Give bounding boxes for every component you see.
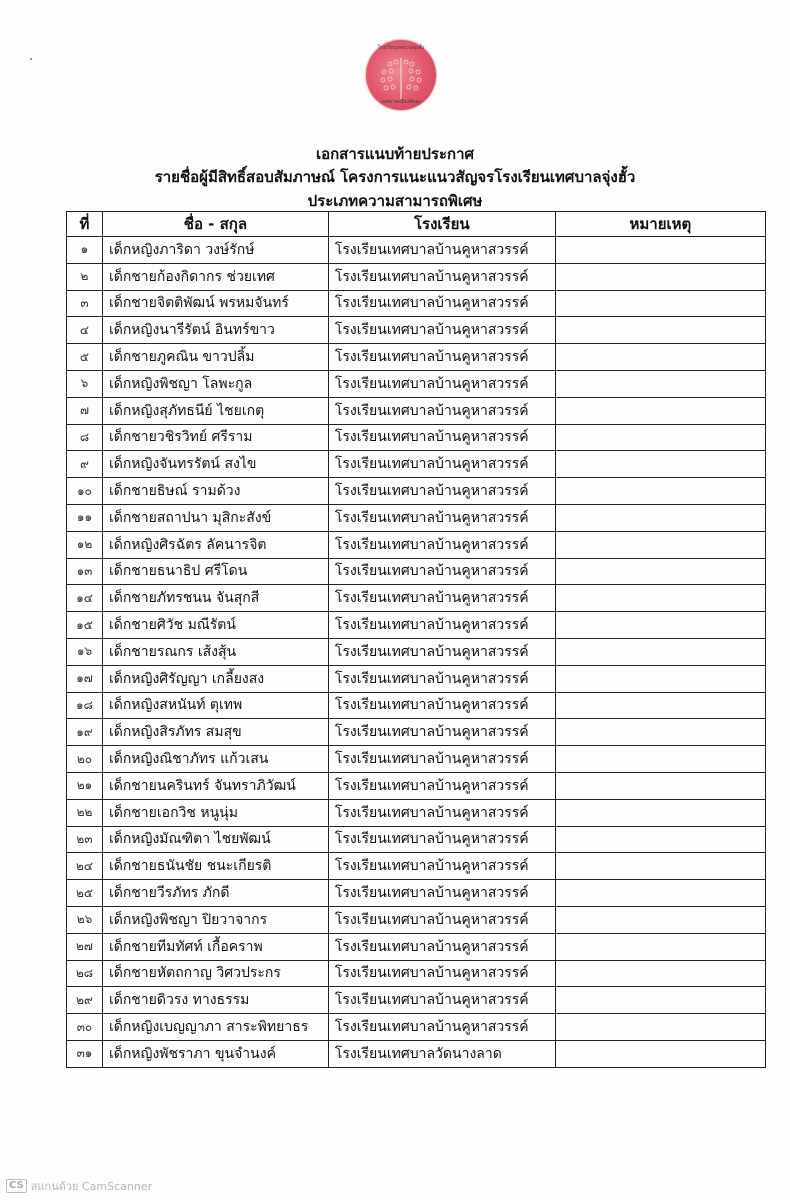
table-row	[67, 317, 766, 344]
row-number: ๙	[67, 451, 103, 478]
row-number: ๒๗	[67, 933, 103, 960]
student-name: เด็กชายหัตถกาญ วิศวประกร	[102, 960, 328, 987]
student-name: เด็กหญิงเบญญาภา สาระพิทยาธร	[102, 1014, 328, 1041]
row-number: ๑๒	[67, 531, 103, 558]
table-row	[67, 987, 766, 1014]
candidate-table	[66, 211, 766, 1068]
remark	[555, 1014, 765, 1041]
student-name: เด็กชายเอกวิช หนูนุ่ม	[102, 799, 328, 826]
column-header-note: หมายเหตุ	[555, 212, 765, 237]
student-name: เด็กชายภูคณิน ขาวปลิ้ม	[102, 344, 328, 371]
student-name: เด็กหญิงสหนันท์ ตุเทพ	[102, 692, 328, 719]
table-row	[67, 960, 766, 987]
student-name: เด็กชายดิวรง ทางธรรม	[102, 987, 328, 1014]
row-number: ๗	[67, 397, 103, 424]
row-number: ๒๐	[67, 746, 103, 773]
remark	[555, 504, 765, 531]
student-name: เด็กชายจิตติพัฒน์ พรหมจันทร์	[102, 290, 328, 317]
table-row	[67, 237, 766, 264]
camscanner-logo: CS	[6, 1179, 27, 1193]
row-number: ๓๐	[67, 1014, 103, 1041]
table-row	[67, 370, 766, 397]
remark	[555, 344, 765, 371]
table-row	[67, 933, 766, 960]
table-row	[67, 799, 766, 826]
row-number: ๒๙	[67, 987, 103, 1014]
row-number: ๑๖	[67, 638, 103, 665]
row-number: ๓	[67, 290, 103, 317]
row-number: ๕	[67, 344, 103, 371]
school-name: โรงเรียนเทศบาลบ้านคูหาสวรรค์	[328, 290, 555, 317]
student-name: เด็กชายทีมทัศท์ เกื้อคราพ	[102, 933, 328, 960]
school-name: โรงเรียนเทศบาลบ้านคูหาสวรรค์	[328, 960, 555, 987]
remark	[555, 772, 765, 799]
school-name: โรงเรียนเทศบาลบ้านคูหาสวรรค์	[328, 853, 555, 880]
column-header-name: ชื่อ - สกุล	[102, 212, 328, 237]
school-name: โรงเรียนเทศบาลบ้านคูหาสวรรค์	[328, 504, 555, 531]
remark	[555, 612, 765, 639]
column-header-no: ที่	[67, 212, 103, 237]
table-row	[67, 719, 766, 746]
school-name: โรงเรียนเทศบาลบ้านคูหาสวรรค์	[328, 638, 555, 665]
student-name: เด็กหญิงนารีรัตน์ อินทร์ขาว	[102, 317, 328, 344]
school-name: โรงเรียนเทศบาลบ้านคูหาสวรรค์	[328, 799, 555, 826]
student-name: เด็กหญิงมัณฑิตา ไชยพัฒน์	[102, 826, 328, 853]
table-row	[67, 638, 766, 665]
school-name: โรงเรียนเทศบาลบ้านคูหาสวรรค์	[328, 746, 555, 773]
remark	[555, 906, 765, 933]
school-name: โรงเรียนเทศบาลบ้านคูหาสวรรค์	[328, 692, 555, 719]
school-seal	[366, 40, 436, 110]
row-number: ๒๒	[67, 799, 103, 826]
school-name: โรงเรียนเทศบาลวัดนางลาด	[328, 1040, 555, 1067]
row-number: ๒๓	[67, 826, 103, 853]
scan-speck	[30, 58, 32, 60]
table-row	[67, 558, 766, 585]
school-name: โรงเรียนเทศบาลบ้านคูหาสวรรค์	[328, 880, 555, 907]
school-name: โรงเรียนเทศบาลบ้านคูหาสวรรค์	[328, 478, 555, 505]
row-number: ๒๘	[67, 960, 103, 987]
table-row	[67, 451, 766, 478]
remark	[555, 317, 765, 344]
remark	[555, 370, 765, 397]
table-row	[67, 906, 766, 933]
table-row	[67, 746, 766, 773]
remark	[555, 451, 765, 478]
student-name: เด็กชายวีรภัทร ภักดี	[102, 880, 328, 907]
table-row	[67, 478, 766, 505]
row-number: ๔	[67, 317, 103, 344]
school-name: โรงเรียนเทศบาลบ้านคูหาสวรรค์	[328, 826, 555, 853]
remark	[555, 290, 765, 317]
remark	[555, 746, 765, 773]
row-number: ๒๕	[67, 880, 103, 907]
camscanner-watermark	[6, 1177, 152, 1195]
school-name: โรงเรียนเทศบาลบ้านคูหาสวรรค์	[328, 719, 555, 746]
student-name: เด็กชายสถาปนา มุสิกะสังข์	[102, 504, 328, 531]
student-name: เด็กหญิงสิรภัทร สมสุข	[102, 719, 328, 746]
student-name: เด็กหญิงศิรฉัตร ลัคนารจิต	[102, 531, 328, 558]
row-number: ๒	[67, 263, 103, 290]
document-subtitle: ประเภทความสามารถพิเศษ	[307, 192, 483, 210]
school-name: โรงเรียนเทศบาลบ้านคูหาสวรรค์	[328, 906, 555, 933]
school-name: โรงเรียนเทศบาลบ้านคูหาสวรรค์	[328, 665, 555, 692]
table-row	[67, 397, 766, 424]
remark	[555, 638, 765, 665]
row-number: ๑๙	[67, 719, 103, 746]
remark	[555, 692, 765, 719]
remark	[555, 531, 765, 558]
table-row	[67, 1040, 766, 1067]
remark	[555, 933, 765, 960]
student-name: เด็กหญิงพิชญา โลพะกูล	[102, 370, 328, 397]
row-number: ๒๖	[67, 906, 103, 933]
remark	[555, 665, 765, 692]
table-row	[67, 531, 766, 558]
table-row	[67, 1014, 766, 1041]
remark	[555, 263, 765, 290]
camscanner-text: สแกนด้วย CamScanner	[30, 1180, 153, 1193]
remark	[555, 397, 765, 424]
row-number: ๘	[67, 424, 103, 451]
row-number: ๒๔	[67, 853, 103, 880]
student-name: เด็กหญิงณิชาภัทร แก้วเสน	[102, 746, 328, 773]
table-row	[67, 853, 766, 880]
student-name: เด็กหญิงพัชราภา ขุนจำนงค์	[102, 1040, 328, 1067]
school-name: โรงเรียนเทศบาลบ้านคูหาสวรรค์	[328, 451, 555, 478]
student-name: เด็กหญิงภาริดา วงษ์รักษ์	[102, 237, 328, 264]
table-row	[67, 692, 766, 719]
school-name: โรงเรียนเทศบาลบ้านคูหาสวรรค์	[328, 531, 555, 558]
row-number: ๑๕	[67, 612, 103, 639]
row-number: ๑๔	[67, 585, 103, 612]
column-header-school: โรงเรียน	[328, 212, 555, 237]
school-name: โรงเรียนเทศบาลบ้านคูหาสวรรค์	[328, 585, 555, 612]
school-name: โรงเรียนเทศบาลบ้านคูหาสวรรค์	[328, 987, 555, 1014]
school-name: โรงเรียนเทศบาลบ้านคูหาสวรรค์	[328, 263, 555, 290]
row-number: ๓๑	[67, 1040, 103, 1067]
school-name: โรงเรียนเทศบาลบ้านคูหาสวรรค์	[328, 397, 555, 424]
row-number: ๑	[67, 237, 103, 264]
remark	[555, 237, 765, 264]
student-name: เด็กชายธิษณ์ รามด้วง	[102, 478, 328, 505]
school-name: โรงเรียนเทศบาลบ้านคูหาสวรรค์	[328, 1014, 555, 1041]
remark	[555, 585, 765, 612]
student-name: เด็กชายธนาธิป ศรีโดน	[102, 558, 328, 585]
student-name: เด็กหญิงจันทรรัตน์ สงไข	[102, 451, 328, 478]
school-name: โรงเรียนเทศบาลบ้านคูหาสวรรค์	[328, 237, 555, 264]
student-name: เด็กหญิงพิชญา ปิยวาจากร	[102, 906, 328, 933]
school-name: โรงเรียนเทศบาลบ้านคูหาสวรรค์	[328, 933, 555, 960]
student-name: เด็กชายภัทรชนน จันสุกสี	[102, 585, 328, 612]
school-name: โรงเรียนเทศบาลบ้านคูหาสวรรค์	[328, 772, 555, 799]
table-row	[67, 504, 766, 531]
school-name: โรงเรียนเทศบาลบ้านคูหาสวรรค์	[328, 370, 555, 397]
table-header-row	[67, 212, 766, 237]
remark	[555, 987, 765, 1014]
remark	[555, 558, 765, 585]
table-row	[67, 665, 766, 692]
school-name: โรงเรียนเทศบาลบ้านคูหาสวรรค์	[328, 612, 555, 639]
student-name: เด็กชายนครินทร์ จันทราภิวัฒน์	[102, 772, 328, 799]
row-number: ๒๑	[67, 772, 103, 799]
student-name: เด็กหญิงสุภัทธนีย์ ไชยเกตุ	[102, 397, 328, 424]
row-number: ๑๑	[67, 504, 103, 531]
remark	[555, 960, 765, 987]
student-name: เด็กหญิงศิรัญญา เกลี้ยงสง	[102, 665, 328, 692]
student-name: เด็กชายวชิรวิทย์ ศรีราม	[102, 424, 328, 451]
table-row	[67, 612, 766, 639]
school-name: โรงเรียนเทศบาลบ้านคูหาสวรรค์	[328, 317, 555, 344]
table-row	[67, 344, 766, 371]
student-name: เด็กชายศิวัช มณีรัตน์	[102, 612, 328, 639]
table-row	[67, 290, 766, 317]
row-number: ๑๗	[67, 665, 103, 692]
remark	[555, 424, 765, 451]
remark	[555, 880, 765, 907]
student-name: เด็กชายธนันชัย ชนะเกียรติ	[102, 853, 328, 880]
remark	[555, 853, 765, 880]
remark	[555, 1040, 765, 1067]
row-number: ๖	[67, 370, 103, 397]
school-name: โรงเรียนเทศบาลบ้านคูหาสวรรค์	[328, 424, 555, 451]
table-row	[67, 772, 766, 799]
school-name: โรงเรียนเทศบาลบ้านคูหาสวรรค์	[328, 344, 555, 371]
document-heading: เอกสารแนบท้ายประกาศ	[315, 145, 475, 163]
remark	[555, 478, 765, 505]
student-name: เด็กชายก้องกิดากร ช่วยเทศ	[102, 263, 328, 290]
school-name: โรงเรียนเทศบาลบ้านคูหาสวรรค์	[328, 558, 555, 585]
remark	[555, 799, 765, 826]
table-row	[67, 880, 766, 907]
seal-top-text: โรงเรียนเทศบาลจุ่งฮั้ว	[377, 45, 425, 51]
row-number: ๑๐	[67, 478, 103, 505]
table-row	[67, 424, 766, 451]
document-title: รายชื่อผู้มีสิทธิ์สอบสัมภาษณ์ โครงการแนะแนวสัญจรโรงเรียนเทศบาลจุ่งฮั้ว	[154, 168, 636, 186]
table-row	[67, 585, 766, 612]
seal-bottom-text: เทศบาลเมืองพัทลุง	[381, 99, 421, 105]
remark	[555, 826, 765, 853]
table-row	[67, 826, 766, 853]
row-number: ๑๘	[67, 692, 103, 719]
remark	[555, 719, 765, 746]
student-name: เด็กชายรณกร เส้งสุ้น	[102, 638, 328, 665]
table-row	[67, 263, 766, 290]
row-number: ๑๓	[67, 558, 103, 585]
